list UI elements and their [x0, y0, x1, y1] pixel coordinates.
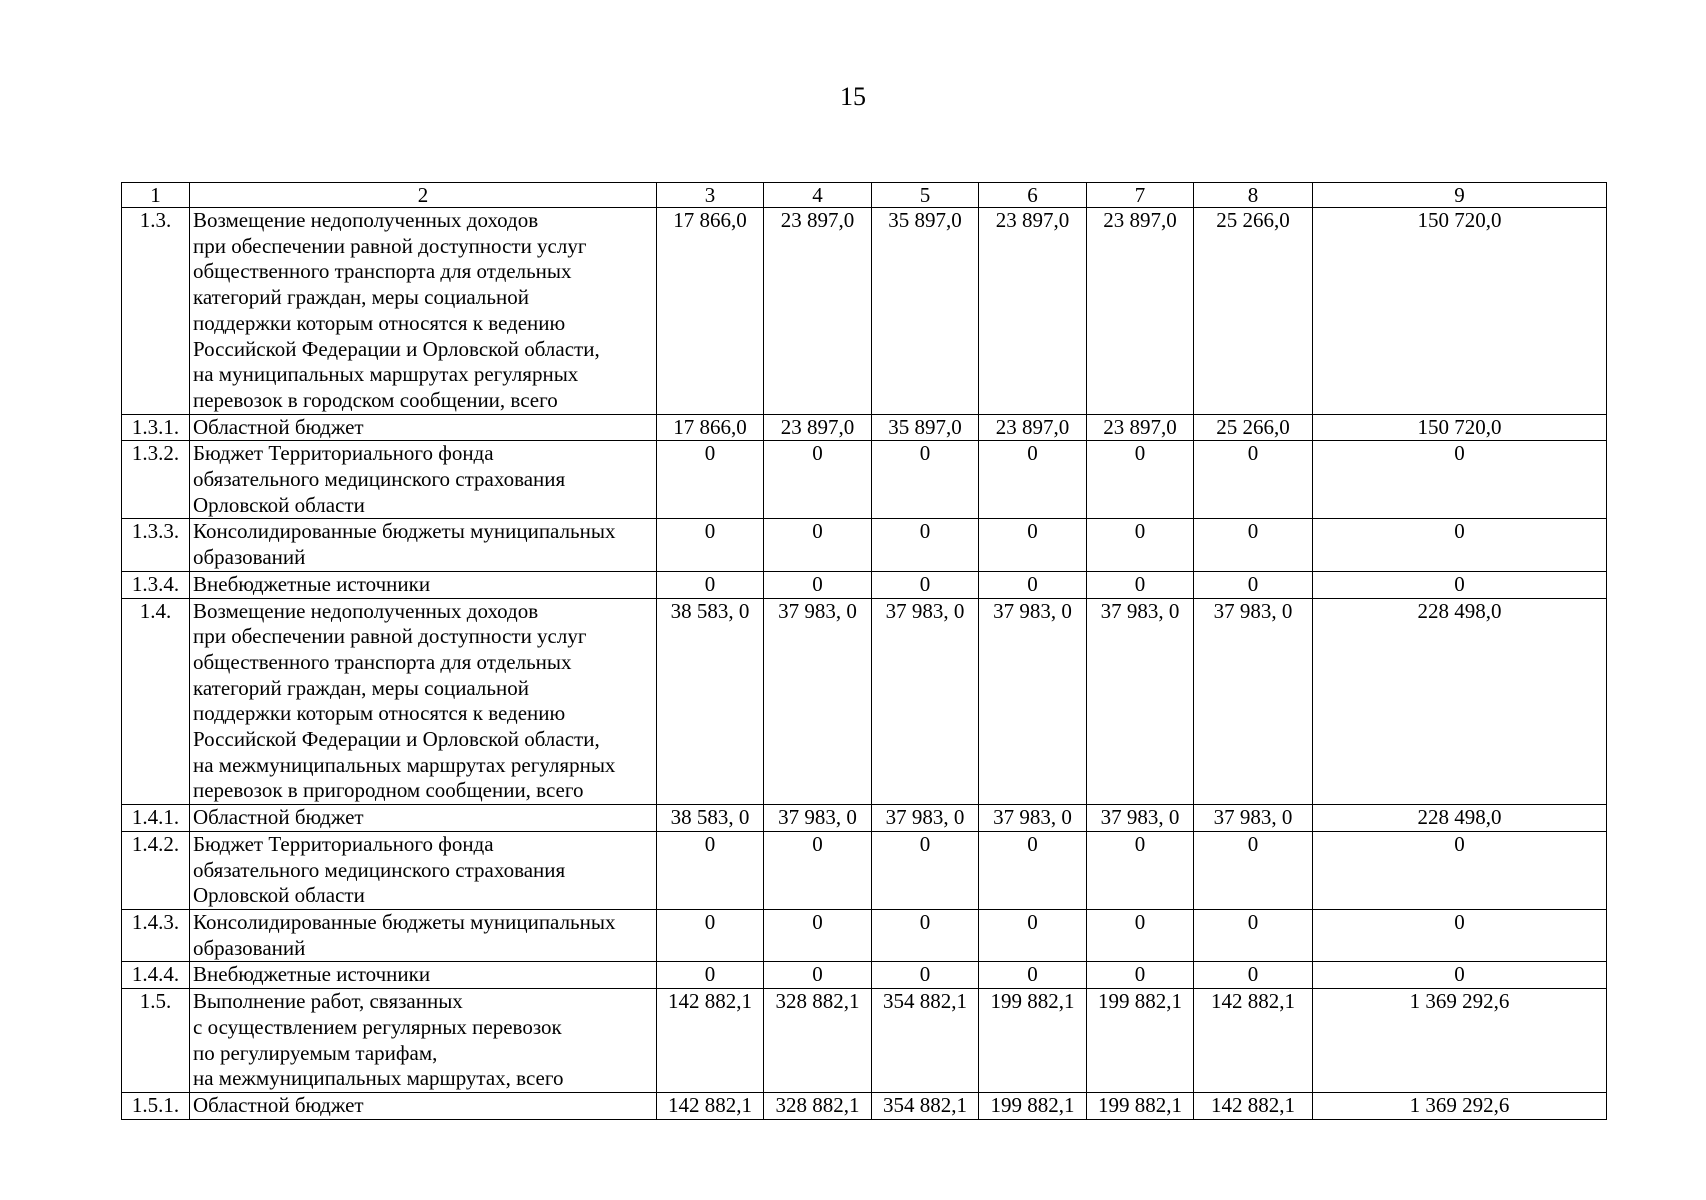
description-line: категорий граждан, меры социальной	[193, 675, 529, 700]
description-line: Российской Федерации и Орловской области,	[193, 336, 600, 361]
table-row	[122, 831, 1607, 909]
column-number-header-row	[122, 183, 1607, 208]
description-line: на межмуниципальных маршрутах регулярных	[193, 752, 616, 777]
value-cell: 0	[872, 519, 979, 571]
description-line: Консолидированные бюджеты муниципальных	[193, 519, 616, 544]
total-value-cell: 0	[1313, 441, 1607, 519]
row-number-cell: 1.4.4.	[122, 962, 190, 989]
value-cell: 0	[764, 909, 872, 961]
value-cell: 37 983, 0	[764, 598, 872, 805]
page-number: 15	[840, 82, 866, 111]
description-line: перевозок в городском сообщении, всего	[193, 387, 558, 412]
value-cell: 23 897,0	[979, 414, 1087, 441]
value-cell: 37 983, 0	[1194, 598, 1313, 805]
value-cell: 142 882,1	[657, 989, 764, 1093]
total-value-cell: 0	[1313, 909, 1607, 961]
row-number-cell: 1.3.1.	[122, 414, 190, 441]
row-number-cell: 1.3.3.	[122, 519, 190, 571]
description-line: поддержки которым относятся к ведению	[193, 701, 566, 726]
row-number-cell: 1.3.	[122, 208, 190, 415]
value-cell: 0	[1087, 519, 1194, 571]
table-row	[122, 962, 1607, 989]
value-cell: 0	[872, 962, 979, 989]
value-cell: 37 983, 0	[1194, 805, 1313, 832]
value-cell: 354 882,1	[872, 989, 979, 1093]
value-cell: 0	[657, 831, 764, 909]
value-cell: 0	[872, 571, 979, 598]
value-cell: 0	[764, 441, 872, 519]
value-cell: 0	[979, 831, 1087, 909]
description-line: образований	[193, 545, 306, 570]
value-cell: 35 897,0	[872, 414, 979, 441]
table-row	[122, 909, 1607, 961]
value-cell: 0	[764, 831, 872, 909]
description-line: Внебюджетные источники	[193, 571, 431, 596]
value-cell: 35 897,0	[872, 208, 979, 415]
row-number-cell: 1.3.2.	[122, 441, 190, 519]
description-cell	[190, 414, 657, 441]
value-cell: 0	[764, 571, 872, 598]
budget-table	[121, 182, 1607, 1120]
value-cell: 0	[979, 441, 1087, 519]
description-line: при обеспечении равной доступности услуг	[193, 233, 587, 258]
row-number-cell: 1.4.	[122, 598, 190, 805]
value-cell: 38 583, 0	[657, 598, 764, 805]
table-row	[122, 989, 1607, 1093]
column-header: 5	[872, 183, 979, 208]
description-line: категорий граждан, меры социальной	[193, 285, 529, 310]
table-row	[122, 805, 1607, 832]
value-cell: 0	[657, 909, 764, 961]
value-cell: 0	[979, 909, 1087, 961]
value-cell: 17 866,0	[657, 414, 764, 441]
description-line: Российской Федерации и Орловской области,	[193, 727, 600, 752]
table-row	[122, 441, 1607, 519]
value-cell: 23 897,0	[764, 208, 872, 415]
column-header: 8	[1194, 183, 1313, 208]
description-cell	[190, 962, 657, 989]
description-cell	[190, 805, 657, 832]
description-line: поддержки которым относятся к ведению	[193, 310, 566, 335]
description-line: образований	[193, 935, 306, 960]
description-line: обязательного медицинского страхования	[193, 467, 566, 492]
value-cell: 0	[657, 519, 764, 571]
total-value-cell: 228 498,0	[1313, 598, 1607, 805]
row-number-cell: 1.3.4.	[122, 571, 190, 598]
description-cell	[190, 208, 657, 415]
description-line: при обеспечении равной доступности услуг	[193, 624, 587, 649]
total-value-cell: 0	[1313, 831, 1607, 909]
row-number-cell: 1.4.1.	[122, 805, 190, 832]
row-number-cell: 1.4.3.	[122, 909, 190, 961]
value-cell: 0	[1194, 571, 1313, 598]
description-cell	[190, 441, 657, 519]
description-cell	[190, 519, 657, 571]
value-cell: 37 983, 0	[1087, 598, 1194, 805]
value-cell: 0	[979, 571, 1087, 598]
description-cell	[190, 909, 657, 961]
column-header: 3	[657, 183, 764, 208]
value-cell: 328 882,1	[764, 989, 872, 1093]
table-row	[122, 598, 1607, 805]
description-line: Областной бюджет	[193, 414, 364, 439]
value-cell: 199 882,1	[1087, 1092, 1194, 1119]
value-cell: 37 983, 0	[1087, 805, 1194, 832]
value-cell: 0	[872, 831, 979, 909]
row-number-cell: 1.4.2.	[122, 831, 190, 909]
description-line: общественного транспорта для отдельных	[193, 259, 572, 284]
value-cell: 0	[1194, 831, 1313, 909]
description-cell	[190, 598, 657, 805]
value-cell: 38 583, 0	[657, 805, 764, 832]
description-line: обязательного медицинского страхования	[193, 857, 566, 882]
total-value-cell: 150 720,0	[1313, 414, 1607, 441]
value-cell: 25 266,0	[1194, 208, 1313, 415]
value-cell: 142 882,1	[657, 1092, 764, 1119]
total-value-cell: 150 720,0	[1313, 208, 1607, 415]
value-cell: 0	[1087, 909, 1194, 961]
column-header: 2	[190, 183, 657, 208]
value-cell: 23 897,0	[764, 414, 872, 441]
table-row	[122, 414, 1607, 441]
description-line: на межмуниципальных маршрутах, всего	[193, 1066, 564, 1091]
value-cell: 0	[1087, 831, 1194, 909]
value-cell: 23 897,0	[1087, 208, 1194, 415]
description-cell	[190, 831, 657, 909]
value-cell: 0	[657, 571, 764, 598]
value-cell: 0	[1194, 441, 1313, 519]
value-cell: 0	[1087, 441, 1194, 519]
value-cell: 0	[979, 962, 1087, 989]
description-line: Внебюджетные источники	[193, 962, 431, 987]
value-cell: 0	[764, 519, 872, 571]
table-row	[122, 571, 1607, 598]
description-line: по регулируемым тарифам,	[193, 1040, 438, 1065]
column-header: 7	[1087, 183, 1194, 208]
value-cell: 37 983, 0	[979, 805, 1087, 832]
value-cell: 0	[872, 441, 979, 519]
total-value-cell: 0	[1313, 962, 1607, 989]
description-line: Орловской области	[193, 492, 365, 517]
value-cell: 328 882,1	[764, 1092, 872, 1119]
column-header: 9	[1313, 183, 1607, 208]
description-line: Возмещение недополученных доходов	[193, 208, 539, 232]
value-cell: 142 882,1	[1194, 989, 1313, 1093]
description-line: Бюджет Территориального фонда	[193, 831, 494, 856]
total-value-cell: 1 369 292,6	[1313, 1092, 1607, 1119]
table-row	[122, 519, 1607, 571]
value-cell: 25 266,0	[1194, 414, 1313, 441]
row-number-cell: 1.5.1.	[122, 1092, 190, 1119]
value-cell: 0	[872, 909, 979, 961]
value-cell: 0	[979, 519, 1087, 571]
value-cell: 142 882,1	[1194, 1092, 1313, 1119]
value-cell: 23 897,0	[979, 208, 1087, 415]
description-line: с осуществлением регулярных перевозок	[193, 1014, 562, 1039]
description-line: Орловской области	[193, 883, 365, 908]
value-cell: 354 882,1	[872, 1092, 979, 1119]
value-cell: 0	[657, 962, 764, 989]
value-cell: 199 882,1	[979, 1092, 1087, 1119]
description-line: Выполнение работ, связанных	[193, 989, 463, 1014]
description-line: Областной бюджет	[193, 805, 364, 830]
value-cell: 199 882,1	[1087, 989, 1194, 1093]
value-cell: 37 983, 0	[872, 805, 979, 832]
value-cell: 0	[1194, 519, 1313, 571]
value-cell: 37 983, 0	[872, 598, 979, 805]
value-cell: 0	[1194, 909, 1313, 961]
description-line: общественного транспорта для отдельных	[193, 649, 572, 674]
value-cell: 17 866,0	[657, 208, 764, 415]
value-cell: 23 897,0	[1087, 414, 1194, 441]
description-line: Областной бюджет	[193, 1092, 364, 1117]
table-body	[122, 183, 1607, 1120]
value-cell: 0	[1087, 571, 1194, 598]
table-row	[122, 208, 1607, 415]
column-header: 6	[979, 183, 1087, 208]
total-value-cell: 0	[1313, 571, 1607, 598]
description-line: Бюджет Территориального фонда	[193, 441, 494, 466]
description-line: Возмещение недополученных доходов	[193, 598, 539, 623]
description-cell	[190, 571, 657, 598]
row-number-cell: 1.5.	[122, 989, 190, 1093]
column-header: 1	[122, 183, 190, 208]
total-value-cell: 1 369 292,6	[1313, 989, 1607, 1093]
value-cell: 0	[657, 441, 764, 519]
value-cell: 0	[1087, 962, 1194, 989]
total-value-cell: 0	[1313, 519, 1607, 571]
value-cell: 199 882,1	[979, 989, 1087, 1093]
value-cell: 0	[1194, 962, 1313, 989]
total-value-cell: 228 498,0	[1313, 805, 1607, 832]
table-row	[122, 1092, 1607, 1119]
description-line: Консолидированные бюджеты муниципальных	[193, 909, 616, 934]
value-cell: 37 983, 0	[764, 805, 872, 832]
value-cell: 0	[764, 962, 872, 989]
description-cell	[190, 989, 657, 1093]
column-header: 4	[764, 183, 872, 208]
value-cell: 37 983, 0	[979, 598, 1087, 805]
description-line: перевозок в пригородном сообщении, всего	[193, 778, 584, 803]
description-cell	[190, 1092, 657, 1119]
description-line: на муниципальных маршрутах регулярных	[193, 362, 579, 387]
